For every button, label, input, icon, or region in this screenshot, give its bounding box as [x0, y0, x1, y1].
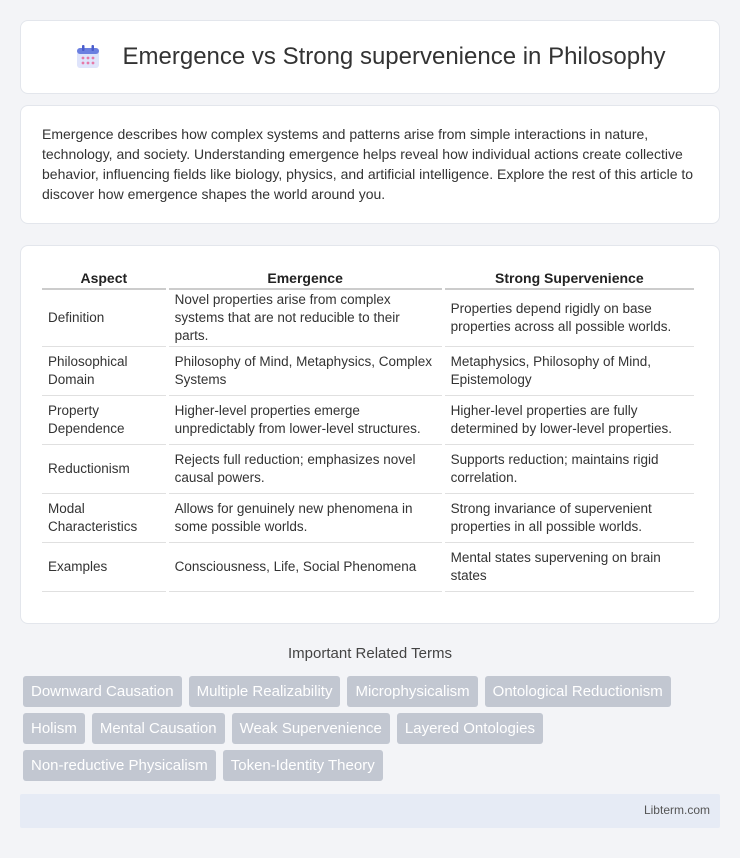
table-cell: Higher-level properties are fully determined by lower-level properties.	[445, 396, 694, 445]
table-cell: Supports reduction; maintains rigid correlation.	[445, 445, 694, 494]
tag-token-identity-theory[interactable]: Token-Identity Theory	[223, 750, 383, 781]
table-cell: Rejects full reduction; emphasizes novel causal powers.	[169, 445, 442, 494]
tag-row	[23, 713, 723, 744]
table-row	[42, 494, 694, 543]
footer	[20, 794, 720, 828]
table-cell: Strong invariance of supervenient properties in all possible worlds.	[445, 494, 694, 543]
table-cell: Modal Characteristics	[42, 494, 166, 543]
table-cell: Philosophical Domain	[42, 347, 166, 396]
footer-site-link[interactable]: Libterm.com	[643, 803, 710, 817]
tag-weak-supervenience[interactable]: Weak Supervenience	[232, 713, 390, 744]
tag-non-reductive-physicalism[interactable]: Non-reductive Physicalism	[23, 750, 216, 781]
table-cell: Philosophy of Mind, Metaphysics, Complex Systems	[169, 347, 442, 396]
tag-microphysicalism[interactable]: Microphysicalism	[347, 676, 477, 707]
table-cell: Consciousness, Life, Social Phenomena	[169, 543, 442, 592]
header-aspect: Aspect	[42, 266, 166, 290]
table-header-row	[42, 266, 694, 290]
table-row	[42, 347, 694, 396]
comparison-table	[39, 266, 697, 592]
tag-ontological-reductionism[interactable]: Ontological Reductionism	[485, 676, 671, 707]
table-row	[42, 290, 694, 347]
table-row	[42, 396, 694, 445]
table-cell: Mental states supervening on brain states	[445, 543, 694, 592]
table-cell: Properties depend rigidly on base properties across all possible worlds.	[445, 290, 694, 347]
page-title: Emergence vs Strong supervenience in Philosophy	[122, 43, 666, 70]
tag-layered-ontologies[interactable]: Layered Ontologies	[397, 713, 543, 744]
table-cell: Reductionism	[42, 445, 166, 494]
table-row	[42, 445, 694, 494]
table-cell: Property Dependence	[42, 396, 166, 445]
table-row	[42, 543, 694, 592]
tag-row	[23, 676, 723, 707]
table-cell: Metaphysics, Philosophy of Mind, Epistemology	[445, 347, 694, 396]
table-cell: Allows for genuinely new phenomena in some possible worlds.	[169, 494, 442, 543]
intro-card	[20, 105, 720, 224]
related-terms-list	[23, 676, 723, 787]
header-emergence: Emergence	[169, 266, 442, 290]
table-cell: Definition	[42, 290, 166, 347]
tag-holism[interactable]: Holism	[23, 713, 85, 744]
tag-multiple-realizability[interactable]: Multiple Realizability	[189, 676, 341, 707]
tag-downward-causation[interactable]: Downward Causation	[23, 676, 182, 707]
header-card	[20, 20, 720, 94]
tag-mental-causation[interactable]: Mental Causation	[92, 713, 225, 744]
header-strong-supervenience: Strong Supervenience	[445, 266, 694, 290]
tag-row	[23, 750, 723, 781]
table-cell: Higher-level properties emerge unpredictably from lower-level structures.	[169, 396, 442, 445]
table-cell: Examples	[42, 543, 166, 592]
calendar-icon	[75, 44, 101, 70]
table-cell: Novel properties arise from complex systems that are not reducible to their parts.	[169, 290, 442, 347]
related-terms-title: Important Related Terms	[288, 645, 452, 662]
comparison-table-card	[20, 245, 720, 624]
intro-text: Emergence describes how complex systems and patterns arise from simple interactions in nature, technology, and society. Understanding emergence helps reveal how individual actions create collective behavior, influencing fields like biology, physics, and artificial intelligence. Explore the rest of this article to discover how emergence shapes the world around you.	[42, 126, 694, 202]
